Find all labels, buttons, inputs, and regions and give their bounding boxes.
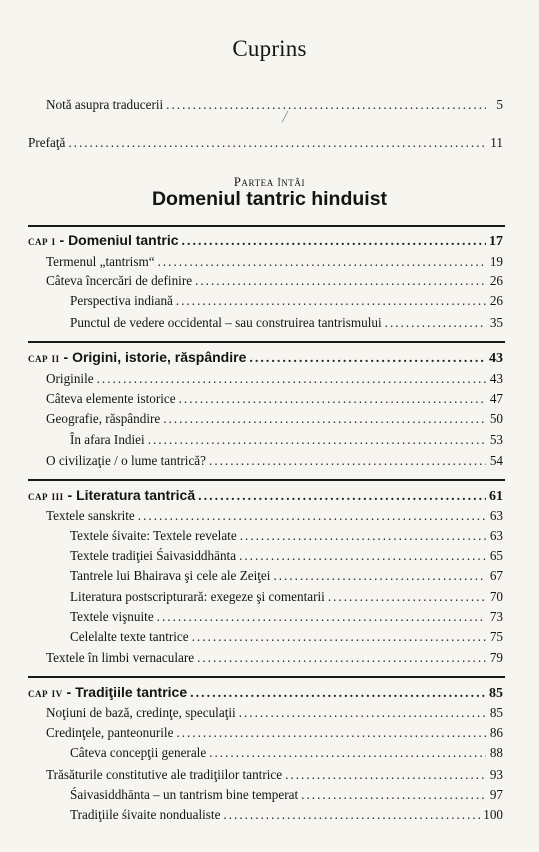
toc-subentry — [70, 292, 503, 309]
toc-subentry — [70, 744, 503, 761]
entry-page: 65 — [489, 548, 503, 563]
leader-dots — [182, 233, 486, 250]
entry-page: 97 — [489, 787, 503, 802]
entry-label: În afara Indiei — [70, 432, 145, 447]
page-title: Cuprins — [232, 36, 307, 61]
entry-page: 93 — [489, 767, 503, 782]
entry-page: 54 — [489, 453, 503, 468]
entry-page: 75 — [489, 629, 503, 644]
chapter-number: cap iv — [28, 686, 63, 700]
toc-entry — [46, 704, 503, 721]
toc-entry — [46, 766, 503, 783]
entry-page: 70 — [489, 589, 503, 604]
entry-label: Perspectiva indiană — [70, 293, 173, 308]
entry-page: 50 — [489, 411, 503, 426]
toc-entry — [46, 272, 503, 289]
toc-subentry — [70, 314, 503, 331]
toc-subentry — [70, 567, 503, 584]
entry-label: Textele śivaite: Textele revelate — [70, 528, 237, 543]
entry-label: Textele sanskrite — [46, 508, 135, 523]
chapter-number: cap ii — [28, 351, 60, 365]
leader-dots — [157, 608, 486, 625]
toc-subentry — [70, 608, 503, 625]
entry-label: Punctul de vedere occidental – sau construirea tantrismului — [70, 315, 382, 330]
entry-page: 100 — [483, 807, 503, 822]
entry-label: Trăsăturile constitutive ale tradiţiilor tantrice — [46, 767, 283, 782]
leader-dots — [192, 628, 486, 645]
leader-dots — [179, 390, 486, 407]
toc-subentry — [70, 786, 503, 803]
chapter-rule — [28, 341, 505, 343]
chapter-number: cap i — [28, 234, 56, 248]
entry-page: 73 — [489, 609, 503, 624]
entry-label: Prefaţă — [28, 135, 66, 150]
leader-dots — [385, 314, 486, 331]
chapter-rule — [28, 225, 505, 227]
leader-dots — [195, 272, 486, 289]
entry-page: 5 — [496, 97, 503, 112]
toc-subentry — [70, 527, 503, 544]
entry-label: Câteva elemente istorice — [46, 391, 176, 406]
leader-dots — [328, 588, 486, 605]
toc-entry — [46, 410, 503, 427]
part-label: Partea întâi — [233, 175, 306, 189]
chapter-page: 85 — [489, 686, 503, 701]
chapter-title: - Tradiţiile tantrice — [62, 684, 188, 700]
entry-label: Textele vişnuite — [70, 609, 154, 624]
entry-page: 85 — [489, 705, 503, 720]
entry-label: Literatura postscripturară: exegeze şi comentarii — [70, 589, 325, 604]
part-title: Domeniul tantric hinduist — [151, 188, 388, 210]
toc-subentry — [70, 628, 503, 645]
entry-page: 26 — [489, 273, 503, 288]
leader-dots — [285, 766, 486, 783]
entry-page: 11 — [490, 135, 503, 150]
toc-entry — [46, 724, 503, 741]
toc-subentry — [70, 431, 503, 448]
entry-page: 19 — [489, 254, 503, 269]
entry-label: Termenul „tantrism“ — [46, 254, 155, 269]
entry-label: Geografie, răspândire — [46, 411, 161, 426]
toc-entry — [46, 649, 503, 666]
leader-dots — [197, 649, 486, 666]
toc-subentry — [70, 806, 503, 823]
leader-dots — [209, 744, 486, 761]
entry-page: 79 — [489, 650, 503, 665]
entry-label: Textele tradiţiei Śaivasiddhānta — [70, 548, 237, 563]
toc-entry — [46, 452, 503, 469]
chapter-title: - Origini, istorie, răspândire — [59, 349, 247, 365]
leader-dots — [240, 527, 486, 544]
toc-entry — [46, 390, 503, 407]
chapter-rule — [28, 479, 505, 481]
toc-entry — [46, 96, 503, 113]
entry-label: Câteva concepţii generale — [70, 745, 207, 760]
entry-page: 67 — [489, 568, 503, 583]
toc-entry — [46, 370, 503, 387]
entry-page: 53 — [489, 432, 503, 447]
leader-dots — [301, 786, 486, 803]
entry-label: Tradiţiile śivaite nondualiste — [70, 807, 221, 822]
entry-page: 88 — [489, 745, 503, 760]
chapter-page: 43 — [489, 351, 503, 366]
leader-dots — [163, 410, 486, 427]
chapter-title: - Domeniul tantric — [55, 232, 179, 248]
entry-label: Textele în limbi vernaculare — [46, 650, 195, 665]
leader-dots — [198, 488, 486, 505]
pencil-mark-icon: ╱ — [282, 112, 289, 123]
entry-page: 43 — [489, 371, 503, 386]
entry-label: Notă asupra traducerii — [46, 97, 164, 112]
entry-label: Tantrele lui Bhairava şi cele ale Zeiţei — [70, 568, 271, 583]
leader-dots — [166, 96, 486, 113]
leader-dots — [138, 507, 486, 524]
chapter-rule — [28, 676, 505, 678]
toc-subentry — [70, 588, 503, 605]
toc-subentry — [70, 547, 503, 564]
leader-dots — [158, 253, 486, 270]
chapter-heading — [28, 232, 503, 250]
leader-dots — [223, 806, 480, 823]
entry-label: Noţiuni de bază, credinţe, speculaţii — [46, 705, 236, 720]
leader-dots — [249, 350, 486, 367]
chapter-page: 61 — [489, 489, 503, 504]
toc-entry — [28, 134, 503, 151]
entry-page: 47 — [489, 391, 503, 406]
entry-label: Originile — [46, 371, 94, 386]
chapter-heading — [28, 684, 503, 702]
entry-page: 63 — [489, 528, 503, 543]
leader-dots — [239, 547, 486, 564]
toc-entry — [46, 253, 503, 270]
entry-label: Śaivasiddhānta – un tantrism bine temperat — [70, 787, 299, 802]
entry-page: 63 — [489, 508, 503, 523]
leader-dots — [209, 452, 486, 469]
chapter-heading — [28, 487, 503, 505]
chapter-title: - Literatura tantrică — [63, 487, 196, 503]
entry-page: 35 — [489, 315, 503, 330]
leader-dots — [148, 431, 486, 448]
leader-dots — [97, 370, 486, 387]
entry-label: Câteva încercări de definire — [46, 273, 193, 288]
leader-dots — [273, 567, 486, 584]
toc-entry — [46, 507, 503, 524]
entry-label: Celelalte texte tantrice — [70, 629, 189, 644]
entry-label: Credinţele, panteonurile — [46, 725, 174, 740]
entry-label: O civilizaţie / o lume tantrică? — [46, 453, 207, 468]
leader-dots — [176, 724, 486, 741]
leader-dots — [68, 134, 486, 151]
chapter-number: cap iii — [28, 489, 64, 503]
leader-dots — [190, 685, 486, 702]
chapter-heading — [28, 349, 503, 367]
entry-page: 26 — [489, 293, 503, 308]
leader-dots — [239, 704, 486, 721]
leader-dots — [176, 292, 486, 309]
entry-page: 86 — [489, 725, 503, 740]
chapter-page: 17 — [489, 234, 503, 249]
